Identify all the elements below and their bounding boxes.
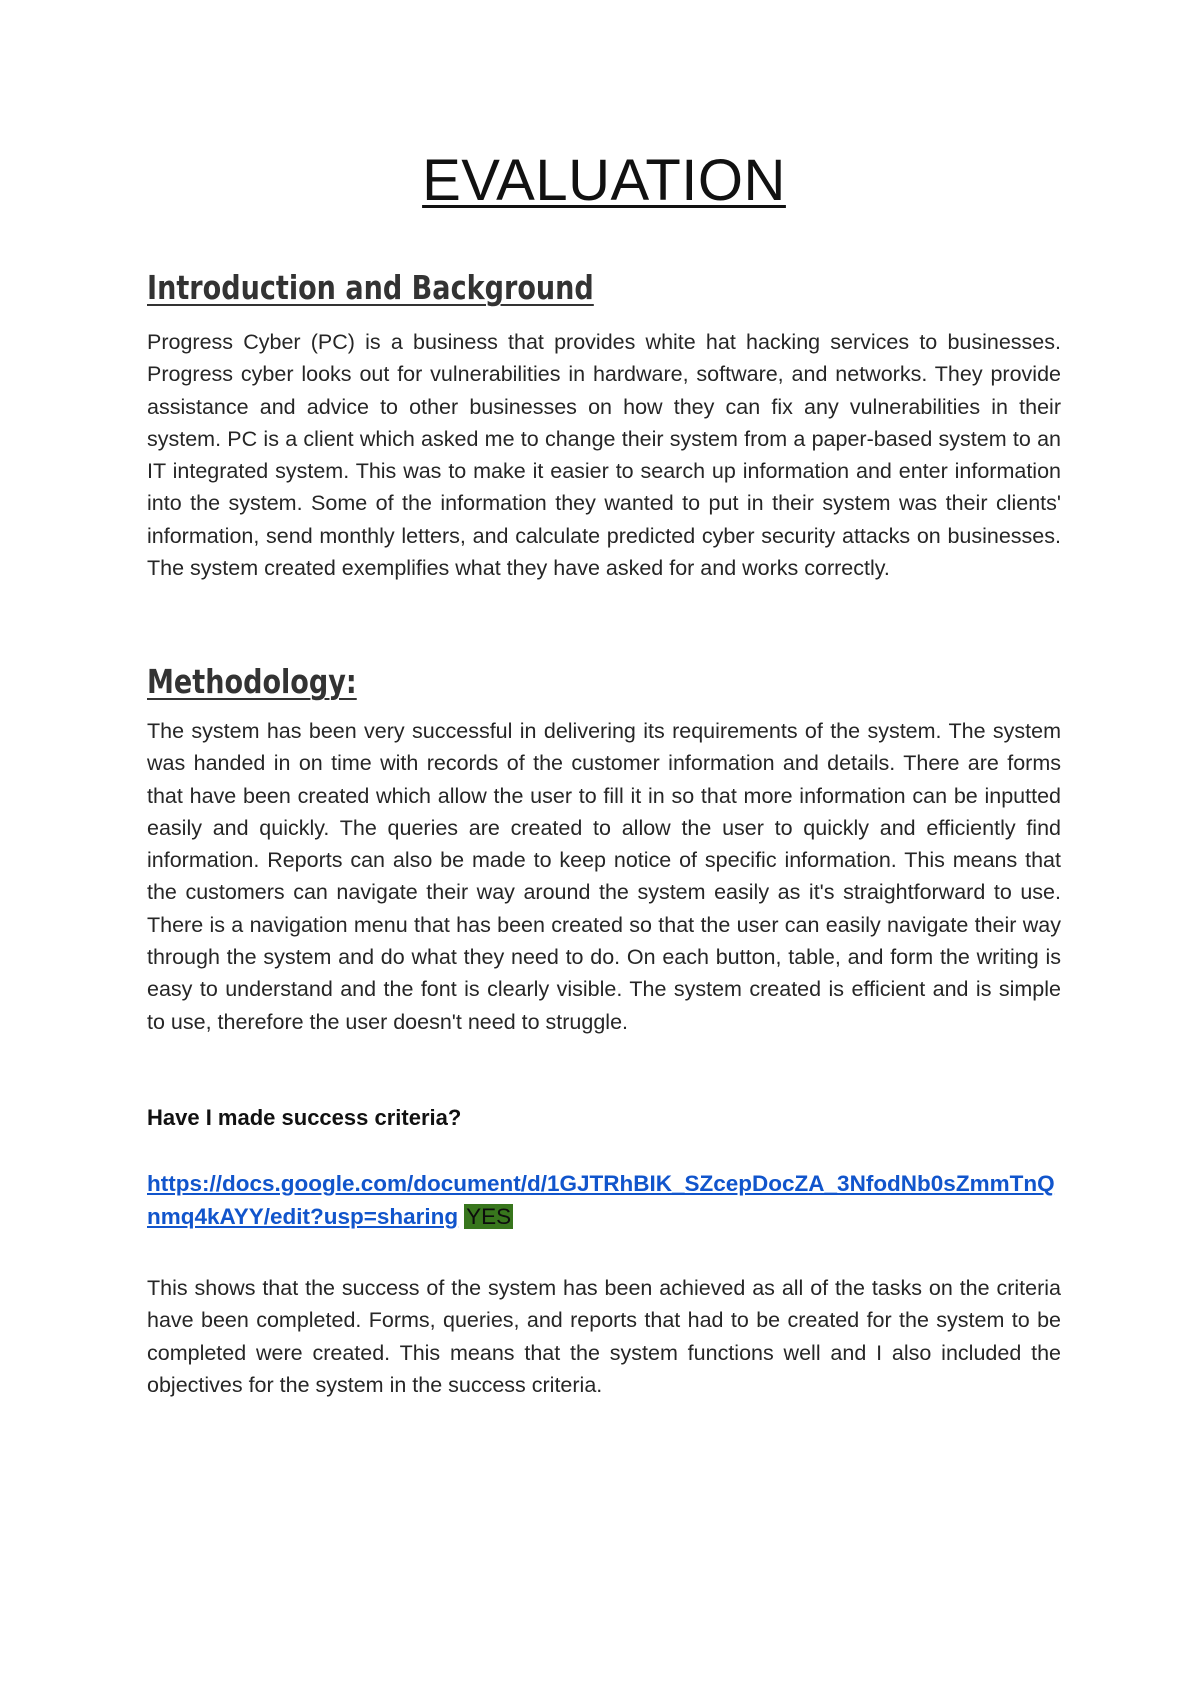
success-criteria-link[interactable]: https://docs.google.com/document/d/1GJTRhBIK_SZcepDocZA_3NfodNb0sZmmTnQnmq4kAYY/edit?usp=sharing (147, 1171, 1055, 1229)
yes-badge: YES (466, 1204, 512, 1229)
document-title: EVALUATION (422, 148, 786, 213)
section-body-introduction: Progress Cyber (PC) is a business that provides white hat hacking services to businesses. Progress cyber looks out for vulnerabilities in hardware, software, and networks. They provide assistance and advice to other businesses on how they can fix any vulnerabilities in their system. PC is a client which asked me to change their system from a paper-based system to an IT integrated system. This was to make it easier to search up information and enter information into the system. Some of the information they wanted to put in their system was their clients' information, send monthly letters, and calculate predicted cyber security attacks on businesses. The system created exemplifies what they have asked for and works correctly. (147, 330, 1061, 581)
success-criteria-link-block (147, 1167, 1061, 1233)
section-heading-introduction: Introduction and Background (147, 268, 594, 307)
success-criteria-body: This shows that the success of the system has been achieved as all of the tasks on the criteria have been completed. Forms, queries, and reports that had to be created for the system to be completed were created. This means that the system functions well and I also included the objectives for the system in the success criteria. (147, 1276, 1061, 1397)
section-body-methodology: The system has been very successful in delivering its requirements of the system. The system was handed in on time with records of the customer information and details. There are forms that have been created which allow the user to fill it in so that more information can be inputted easily and quickly. The queries are created to allow the user to quickly and efficiently find information. Reports can also be made to keep notice of specific information. This means that the customers can navigate their way around the system easily as it's straightforward to use. There is a navigation menu that has been created so that the user can easily navigate their way through the system and do what they need to do. On each button, table, and form the writing is easy to understand and the font is clearly visible. The system created is efficient and is simple to use, therefore the user doesn't need to struggle. (147, 719, 1061, 1034)
success-criteria-question: Have I made success criteria? (147, 1105, 462, 1130)
section-heading-methodology: Methodology: (147, 662, 357, 701)
